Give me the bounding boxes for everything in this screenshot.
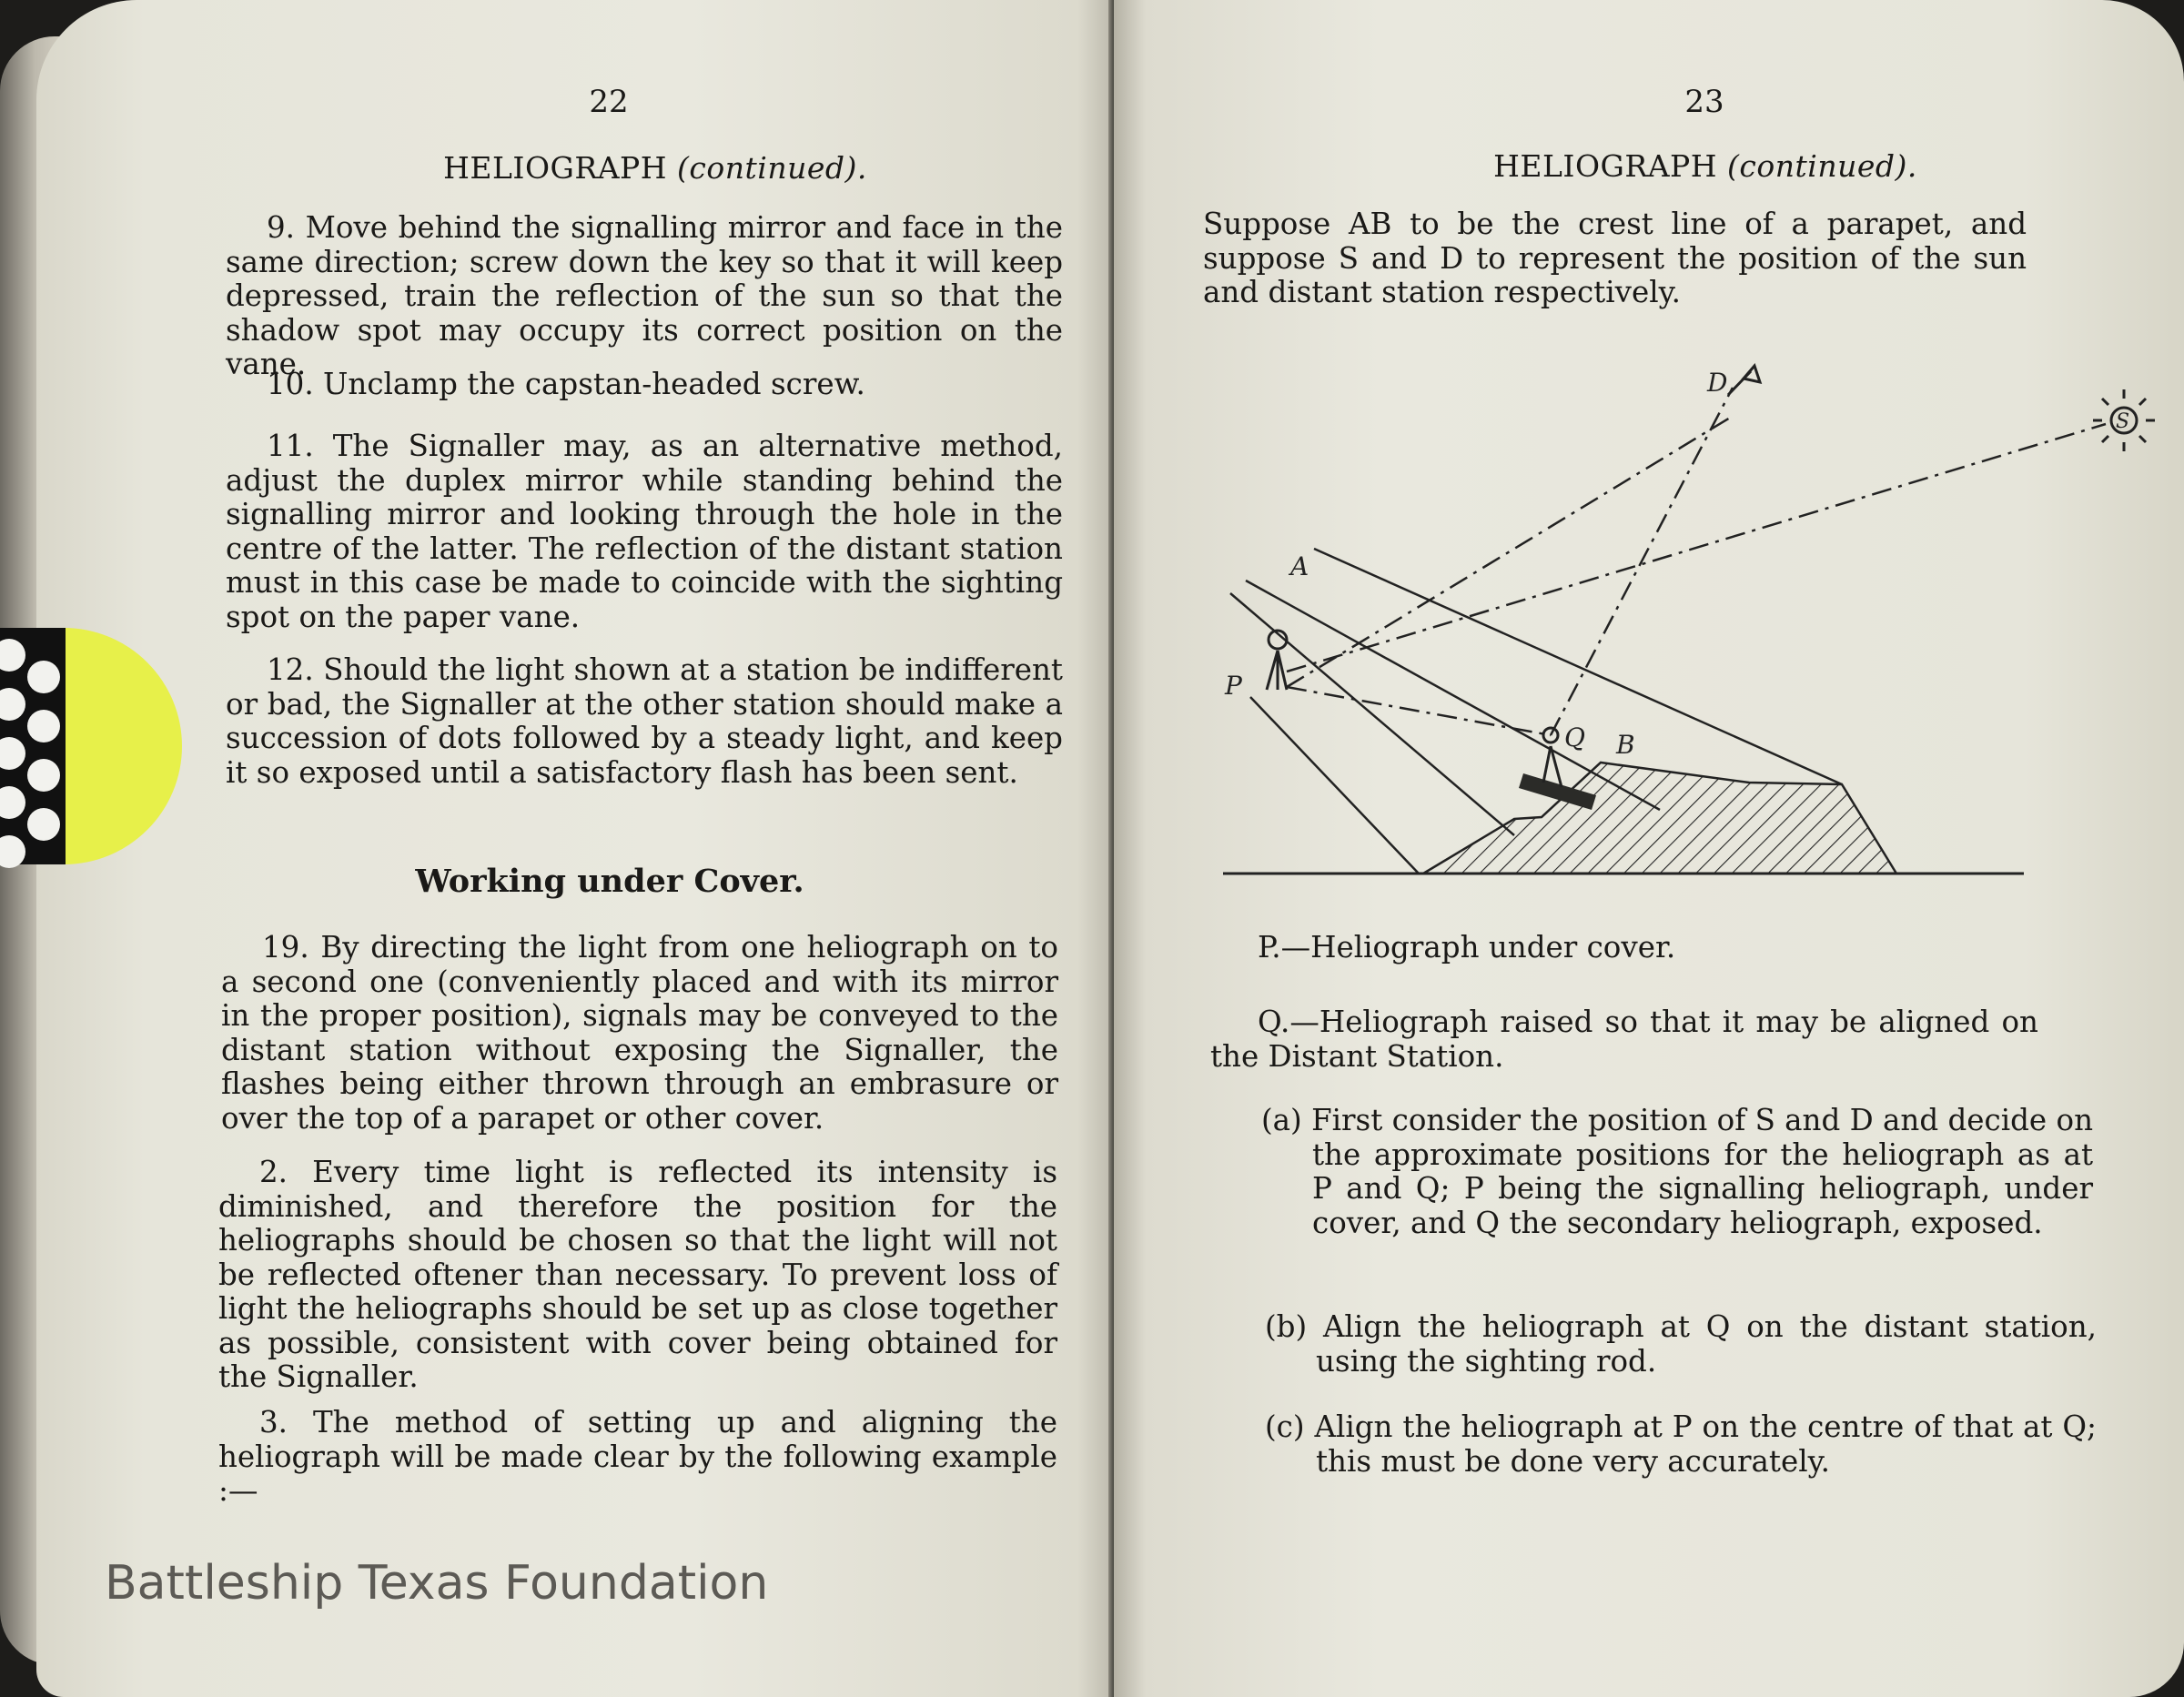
paragraph-9: 9. Move behind the signalling mirror and face in the same direction; screw down the key so that it will keep depressed, train the reflection of the sun so that the shadow spot may occupy its correct position on the vane. (226, 210, 1063, 381)
intro-paragraph: Suppose AB to be the crest line of a parapet, and suppose S and D to represent the position of the sun and distant station respectively. (1203, 207, 2027, 309)
running-head-left (337, 150, 974, 186)
paragraph-19: 19. By directing the light from one heliograph on to a second one (conveniently placed and with its mirror in the proper position), signals may be conveyed to the distant station without exposing the Signaller, the flashes being either thrown through an embrasure or over the top of a parapet or other cover. (221, 930, 1058, 1136)
page-number-left: 22 (589, 84, 629, 120)
running-head-suffix: (continued). (1727, 148, 1917, 184)
label-s: S (2116, 410, 2130, 433)
paragraph-11: 11. The Signaller may, as an alternative method, adjust the duplex mirror while standing behind the signalling mirror and looking through the hole in the centre of the latter. The reflection of the distant station must in this case be made to coincide with the sighting spot on the paper vane. (226, 429, 1063, 634)
running-head-right (1387, 148, 2024, 184)
page-number-right: 23 (1684, 84, 1724, 120)
running-head-title: HELIOGRAPH (1493, 148, 1718, 184)
ray-p-to-sun (1287, 415, 1734, 687)
running-head-suffix: (continued). (677, 150, 867, 186)
ray-sun-to-p (1287, 424, 2106, 672)
ray-q-to-distant-station (1551, 388, 1733, 735)
label-a: A (1290, 551, 1309, 581)
step-b: (b) Align the heliograph at Q on the distant station, using the sighting rod. (1265, 1309, 2097, 1379)
paragraph-2: 2. Every time light is reflected its intensity is diminished, and therefore the position for the heliographs should be chosen so that the light will not be reflected oftener than necessary. To prevent loss of light the heliographs should be set up as close together as possible, consistent with cover being obtained for the Signaller. (218, 1155, 1057, 1394)
paragraph-12: 12. Should the light shown at a station be indifferent or bad, the Signaller at the other station should make a succession of dots followed by a steady light, and keep it so exposed until a satisfactory flash has been sent. (226, 652, 1063, 790)
running-head-title: HELIOGRAPH (443, 150, 668, 186)
paragraph-3: 3. The method of setting up and aligning the heliograph will be made clear by the following example :— (218, 1405, 1057, 1508)
caption-p: P.—Heliograph under cover. (1258, 930, 1676, 965)
right-page (1114, 0, 2184, 1697)
q-tripod (1543, 746, 1551, 783)
slope-line (1250, 697, 1419, 874)
left-page (36, 0, 1121, 1697)
paragraph-10: 10. Unclamp the capstan-headed screw. (267, 367, 865, 401)
heliograph-diagram (1205, 355, 2130, 892)
caption-q: Q.—Heliograph raised so that it may be aligned on the Distant Station. (1210, 1005, 2038, 1074)
label-b: B (1616, 730, 1635, 760)
label-d: D (1707, 368, 1728, 398)
slope-line (1230, 593, 1514, 835)
section-title: Working under Cover. (415, 863, 804, 900)
watermark: Battleship Texas Foundation (105, 1556, 769, 1611)
hidden-guide (1287, 428, 2106, 687)
bookmark-pattern (0, 628, 66, 864)
distant-station-flag-icon (1728, 366, 1760, 395)
step-c: (c) Align the heliograph at P on the centre of that at Q; this must be done very accurately. (1265, 1409, 2097, 1479)
label-p: P (1225, 671, 1242, 701)
step-a: (a) First consider the position of S and D and decide on the approximate positions for the heliograph as at P and Q; P being the signalling heliograph, under cover, and Q the secondary heliograph, exposed. (1261, 1103, 2093, 1240)
label-q: Q (1564, 722, 1585, 753)
p-tripod (1267, 651, 1278, 690)
